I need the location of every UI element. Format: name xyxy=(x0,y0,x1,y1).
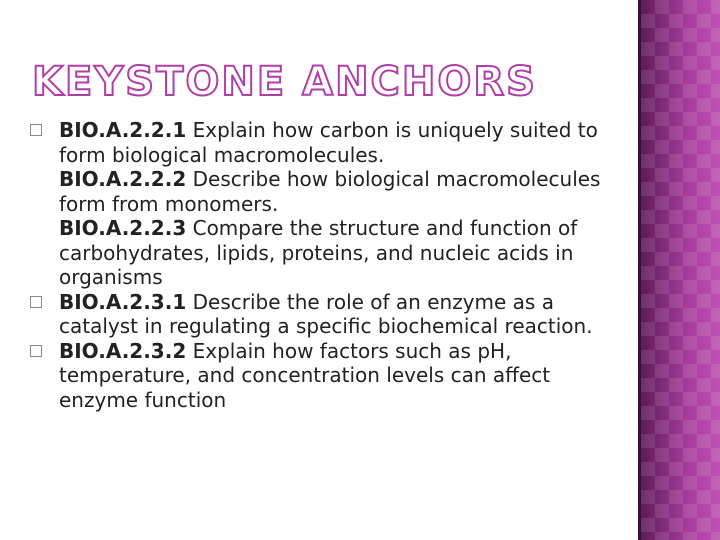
square-bullet-icon xyxy=(30,124,42,136)
anchor-code: BIO.A.2.2.3 xyxy=(59,216,187,240)
decorative-side-band xyxy=(641,0,720,540)
anchor-description: Describe the role of an enzyme as a catalyst in regulating a specific biochemical reaction. xyxy=(59,289,593,338)
anchor-code: BIO.A.2.2.2 xyxy=(59,167,187,191)
anchor-code: BIO.A.2.2.1 xyxy=(59,118,187,142)
anchor-description: Describe how biological macromolecules form from monomers. xyxy=(59,167,601,216)
anchor-code: BIO.A.2.3.1 xyxy=(59,289,187,314)
bullet-item-3 xyxy=(30,339,630,413)
anchor-entry xyxy=(59,167,630,216)
square-bullet-icon xyxy=(30,296,42,308)
anchor-entry xyxy=(59,339,630,413)
anchor-description: Explain how carbon is uniquely suited to form biological macromolecules. xyxy=(59,118,598,167)
slide-title: KEYSTONE ANCHORS xyxy=(32,59,537,105)
anchor-entry xyxy=(59,118,630,167)
anchor-code: BIO.A.2.3.2 xyxy=(59,338,187,363)
anchor-entry xyxy=(59,216,630,290)
anchor-entry xyxy=(59,290,630,339)
bullet-item-2 xyxy=(30,290,630,339)
anchor-description: Compare the structure and function of carbohydrates, lipids, proteins, and nucleic acids in organisms xyxy=(59,216,578,289)
bullet-list xyxy=(30,118,630,412)
anchor-description: Explain how factors such as pH, temperature, and concentration levels can affect enzyme function xyxy=(59,338,551,412)
bullet-item-1 xyxy=(30,118,630,290)
square-bullet-icon xyxy=(30,345,42,357)
